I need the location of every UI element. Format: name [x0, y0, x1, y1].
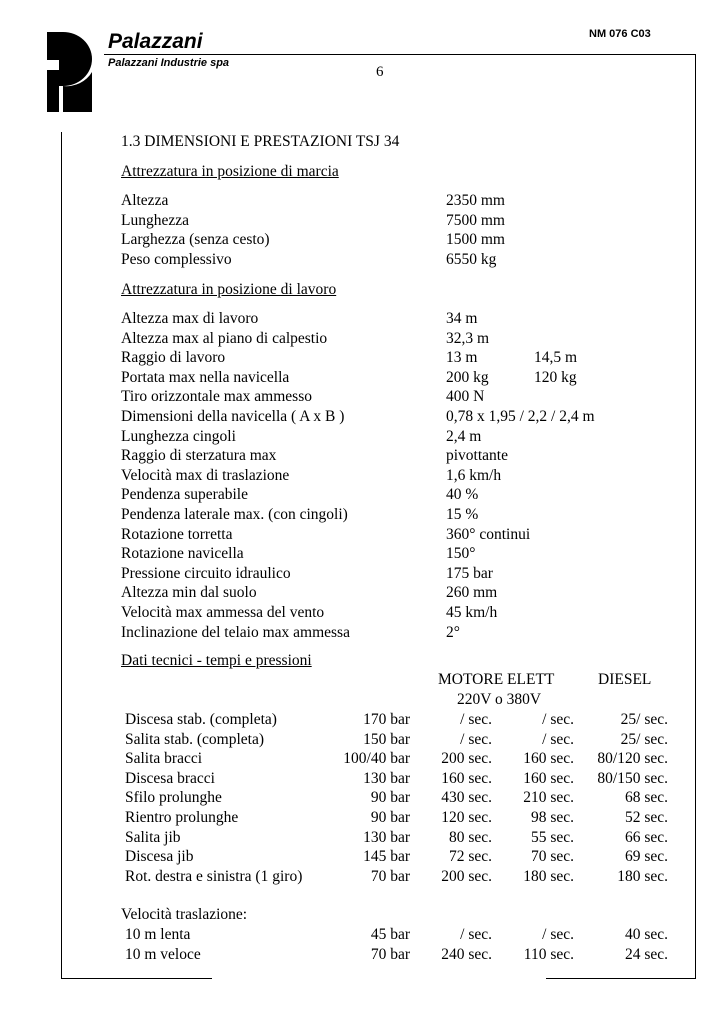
spec-row: [121, 310, 681, 330]
time-diesel-cell: 25/ sec.: [620, 711, 668, 728]
spec-value-secondary: 120 kg: [534, 368, 577, 386]
table-row: [0, 789, 724, 809]
spec-row: [121, 604, 681, 624]
spec-row: [121, 212, 681, 232]
spec-label: Raggio di lavoro: [121, 349, 226, 367]
time-220v-cell: 160 sec.: [441, 769, 492, 787]
spec-label: Pendenza superabile: [121, 486, 248, 504]
pressure-cell: 130 bar: [363, 769, 410, 787]
spec-label: Rotazione navicella: [121, 545, 244, 563]
spec-value: 40 %: [446, 486, 479, 504]
table-row: [0, 731, 724, 751]
row-label: 10 m veloce: [125, 945, 201, 963]
time-380v-cell: 210 sec.: [523, 789, 574, 807]
spec-label: Portata max nella navicella: [121, 368, 290, 386]
spec-value: 150°: [446, 545, 476, 563]
spec-row: [121, 565, 681, 585]
time-380v-cell: 55 sec.: [530, 828, 574, 846]
spec-row: [121, 388, 681, 408]
time-220v-cell: 200 sec.: [441, 750, 492, 768]
spec-row: [121, 330, 681, 350]
pressure-cell: 90 bar: [370, 809, 410, 826]
spec-value: pivottante: [446, 447, 508, 465]
spec-value: 360° continui: [446, 525, 531, 543]
time-380v-cell: 160 sec.: [523, 769, 574, 787]
time-220v-cell: 430 sec.: [441, 789, 492, 807]
time-diesel-cell: 80/150 sec.: [597, 769, 668, 787]
spec-row: [121, 428, 681, 448]
spec-label: Altezza min dal suolo: [121, 584, 257, 602]
table-row: [0, 711, 724, 731]
spec-row: [121, 584, 681, 604]
spec-label: Larghezza (senza cesto): [121, 231, 270, 249]
time-diesel-cell: 69 sec.: [624, 848, 668, 866]
spec-label: Lunghezza cingoli: [121, 427, 236, 445]
spec-label: Rotazione torretta: [121, 525, 233, 543]
time-220v-cell: 72 sec.: [448, 848, 492, 866]
frame-bottom-right-border: [546, 978, 696, 979]
table-row: [0, 848, 724, 868]
row-label: Rientro prolunghe: [125, 809, 239, 826]
spec-value: 0,78 x 1,95 / 2,2 / 2,4 m: [446, 408, 595, 425]
time-380v-cell: 70 sec.: [530, 848, 574, 866]
spec-label: Raggio di sterzatura max: [121, 447, 277, 465]
palazzani-logo-icon: [47, 32, 92, 112]
table-row: [0, 809, 724, 829]
table-row: [0, 946, 724, 966]
time-220v-cell: 200 sec.: [441, 867, 492, 885]
row-label: Discesa jib: [125, 848, 194, 866]
time-diesel-cell: 40 sec.: [624, 926, 668, 943]
spec-value: 13 m: [446, 349, 478, 367]
spec-row: [121, 506, 681, 526]
time-diesel-cell: 80/120 sec.: [597, 750, 668, 768]
spec-row: [121, 349, 681, 369]
spec-row: [121, 192, 681, 212]
pressure-cell: 130 bar: [363, 828, 410, 846]
spec-value: 1,6 km/h: [446, 466, 502, 484]
spec-label: Peso complessivo: [121, 250, 232, 268]
time-220v-cell: 240 sec.: [441, 945, 492, 963]
pressure-cell: 145 bar: [363, 848, 410, 866]
spec-label: Pendenza laterale max. (con cingoli): [121, 506, 348, 523]
table-row: [0, 750, 724, 770]
spec-row: [121, 545, 681, 565]
row-label: Discesa stab. (completa): [125, 711, 277, 728]
brand-name: Palazzani: [108, 30, 203, 53]
spec-label: Pressione circuito idraulico: [121, 564, 291, 582]
spec-value: 45 km/h: [446, 604, 498, 621]
time-diesel-cell: 25/ sec.: [620, 730, 668, 748]
time-diesel-cell: 52 sec.: [624, 809, 668, 826]
tech-heading: Dati tecnici - tempi e pressioni: [121, 652, 312, 669]
spec-label: Altezza max al piano di calpestio: [121, 329, 328, 347]
time-diesel-cell: 180 sec.: [617, 867, 668, 885]
column-diesel-header: DIESEL: [598, 671, 652, 688]
column-motor-subheader: 220V o 380V: [457, 691, 542, 708]
row-label: Rot. destra e sinistra (1 giro): [125, 867, 303, 885]
speed-heading: Velocità traslazione:: [121, 906, 248, 923]
spec-row: [121, 231, 681, 251]
pressure-cell: 70 bar: [370, 867, 410, 885]
spec-row: [121, 447, 681, 467]
row-label: Salita jib: [125, 828, 181, 846]
spec-row: [121, 467, 681, 487]
travel-heading: Attrezzatura in posizione di marcia: [121, 163, 339, 180]
document-number: NM 076 C03: [589, 28, 651, 40]
spec-label: Lunghezza: [121, 211, 189, 229]
table-row: [0, 868, 724, 888]
spec-row: [121, 624, 681, 644]
spec-row: [121, 486, 681, 506]
time-380v-cell: / sec.: [542, 711, 574, 728]
spec-label: Altezza: [121, 192, 169, 209]
time-380v-cell: 180 sec.: [523, 867, 574, 885]
spec-value: 2,4 m: [446, 427, 482, 445]
spec-value: 260 mm: [446, 584, 498, 602]
pressure-cell: 100/40 bar: [343, 750, 410, 768]
time-220v-cell: / sec.: [460, 926, 492, 943]
spec-value: 32,3 m: [446, 329, 490, 347]
spec-value: 1500 mm: [446, 231, 505, 249]
spec-row: [121, 251, 681, 271]
spec-value: 200 kg: [446, 368, 489, 386]
spec-label: Inclinazione del telaio max ammessa: [121, 623, 350, 641]
spec-value: 6550 kg: [446, 250, 497, 268]
pressure-cell: 170 bar: [363, 711, 410, 728]
spec-row: [121, 369, 681, 389]
spec-value: 7500 mm: [446, 211, 505, 229]
spec-label: Velocità max ammessa del vento: [121, 604, 325, 621]
spec-value-secondary: 14,5 m: [534, 349, 578, 367]
row-label: Salita stab. (completa): [125, 730, 265, 748]
frame-bottom-left-border: [61, 978, 212, 979]
row-label: Salita bracci: [125, 750, 203, 768]
time-diesel-cell: 68 sec.: [624, 789, 668, 807]
time-380v-cell: / sec.: [542, 730, 574, 748]
time-220v-cell: 120 sec.: [441, 809, 492, 826]
row-label: Discesa bracci: [125, 769, 215, 787]
spec-value: 2°: [446, 623, 460, 641]
table-row: [0, 829, 724, 849]
pressure-cell: 90 bar: [370, 789, 410, 807]
time-380v-cell: / sec.: [542, 926, 574, 943]
time-380v-cell: 110 sec.: [523, 945, 574, 963]
row-label: Sfilo prolunghe: [125, 789, 222, 807]
spec-value: 15 %: [446, 506, 479, 523]
table-row: [0, 770, 724, 790]
table-row: [0, 926, 724, 946]
spec-row: [121, 526, 681, 546]
time-220v-cell: / sec.: [460, 730, 492, 748]
spec-value: 175 bar: [446, 564, 493, 582]
company-name: Palazzani Industrie spa: [108, 57, 230, 69]
page-number: 6: [376, 64, 384, 80]
time-380v-cell: 160 sec.: [523, 750, 574, 768]
pressure-cell: 70 bar: [370, 945, 410, 963]
spec-label: Tiro orizzontale max ammesso: [121, 388, 312, 406]
pressure-cell: 150 bar: [363, 730, 410, 748]
time-diesel-cell: 24 sec.: [624, 945, 668, 963]
spec-value: 34 m: [446, 310, 478, 327]
header-rule: [104, 54, 696, 55]
time-220v-cell: 80 sec.: [448, 828, 492, 846]
time-diesel-cell: 66 sec.: [624, 828, 668, 846]
pressure-cell: 45 bar: [370, 926, 410, 943]
time-380v-cell: 98 sec.: [530, 809, 574, 826]
spec-value: 2350 mm: [446, 192, 505, 209]
spec-label: Velocità max di traslazione: [121, 466, 290, 484]
spec-row: [121, 408, 681, 428]
time-220v-cell: / sec.: [460, 711, 492, 728]
spec-label: Altezza max di lavoro: [121, 310, 259, 327]
row-label: 10 m lenta: [125, 926, 191, 943]
column-motor-header: MOTORE ELETT: [438, 671, 555, 688]
work-heading: Attrezzatura in posizione di lavoro: [121, 281, 337, 298]
spec-value: 400 N: [446, 388, 485, 406]
section-title: 1.3 DIMENSIONI E PRESTAZIONI TSJ 34: [121, 133, 400, 150]
spec-label: Dimensioni della navicella ( A x B ): [121, 408, 345, 425]
